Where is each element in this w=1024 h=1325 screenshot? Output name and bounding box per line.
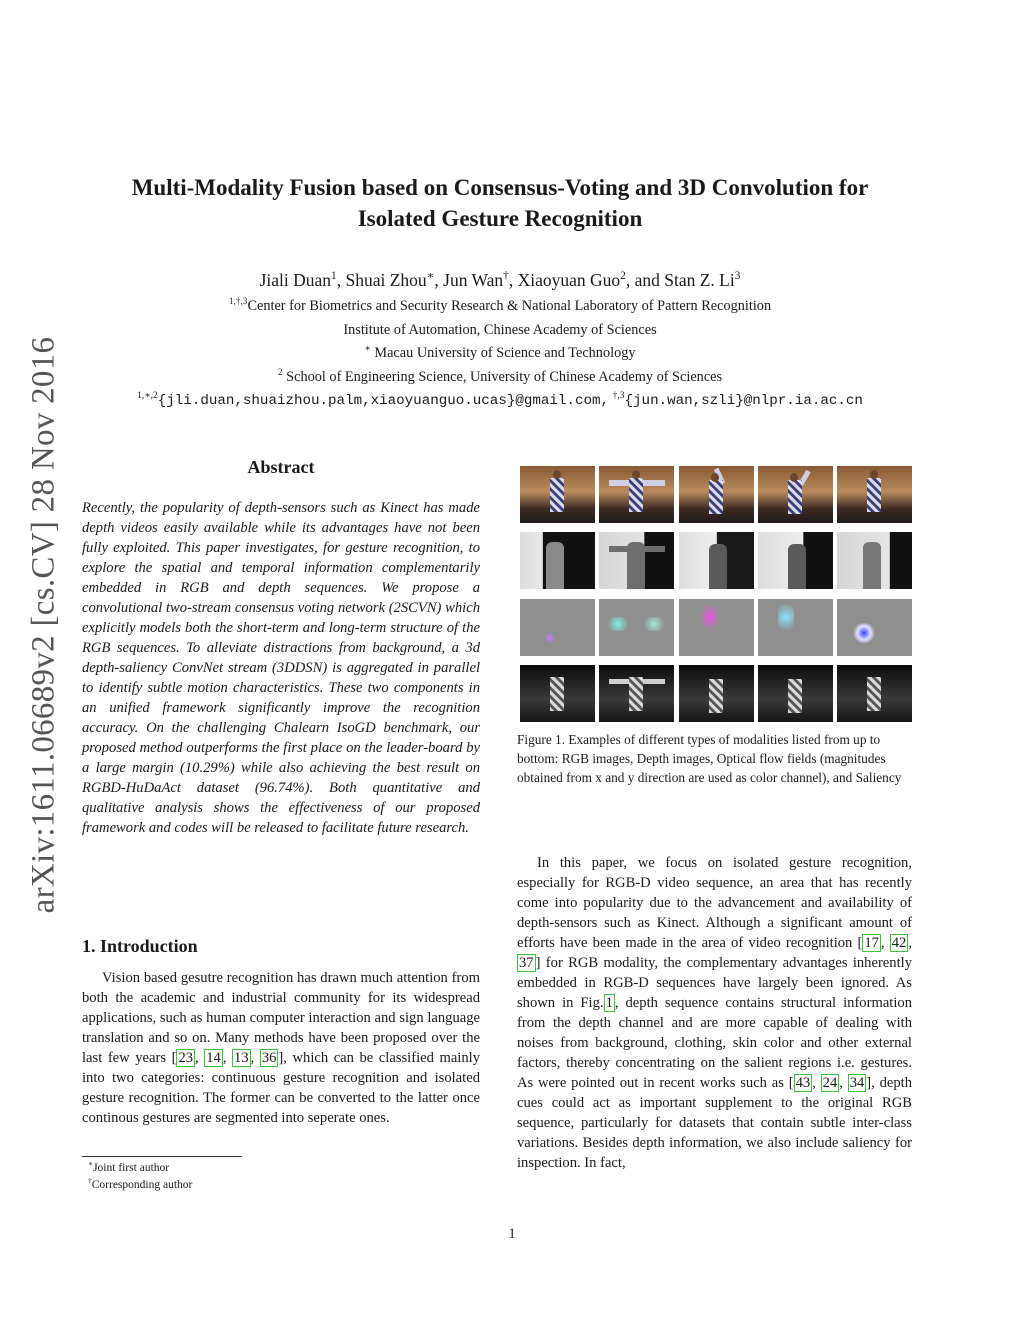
title-line-2: Isolated Gesture Recognition: [357, 206, 643, 231]
affiliation-3-text: School of Engineering Science, University of Chinese Academy of Sciences: [286, 369, 723, 385]
citation-link[interactable]: 13: [234, 1050, 249, 1066]
affiliation-3-sup: 2: [277, 368, 283, 379]
citation-link[interactable]: 14: [206, 1050, 221, 1066]
email-line: [80, 392, 920, 409]
page-number: 1: [508, 1226, 516, 1242]
author-list: Jiali Duan$^1$, Shuai Zhou∗, Jun Wan†, Xiaoyuan Guo$^2$, and Stan Z. Li$^3$: [259, 270, 741, 290]
affiliation-2-text: Macau University of Science and Technology: [374, 345, 636, 361]
citation-link[interactable]: 34: [849, 1075, 865, 1091]
citation-link[interactable]: 37: [519, 955, 534, 971]
affiliation-2: [80, 345, 920, 362]
saliency-thumbnail: [758, 665, 833, 722]
saliency-thumbnail: [679, 665, 754, 722]
affiliation-1-sup: 1,†,3: [228, 297, 248, 308]
email-1: {jli.duan,shuaizhou.palm,xiaoyuanguo.ucas}@gmail.com,: [157, 393, 610, 409]
title-line-1: Multi-Modality Fusion based on Consensus-Voting and 3D Convolution for: [131, 175, 869, 200]
author-3: Jun Wan: [443, 270, 504, 290]
footnote-1-text: Joint first author: [93, 1162, 170, 1174]
optical-flow-thumbnail: [599, 599, 674, 656]
footnote-rule: [82, 1156, 242, 1157]
intro-p2-text-d: ], depth cues could act as important supplement to the original RGB sequence, particularly for datasets that contain subtle inter-class variations. Besides depth information, we also include saliency for inspection. In fact,: [517, 1075, 913, 1171]
footnote-2-sup: †: [88, 1176, 92, 1186]
affiliation-1: [80, 298, 920, 315]
abstract-text: Recently, the popularity of depth-sensors such as Kinect has made depth videos easily available while its advantages have not been fully exploited. This paper investigates, for gesture recognition, to explore the spatial and temporal information complementarily embedded in RGB and depth sequences. We propose a convolutional two-stream consensus voting network (2SCVN) which explicitly models both the short-term and long-term structure of the RGB sequences. To alleviate distractions from background, a 3d depth-saliency ConvNet stream (3DDSN) is aggregated in parallel to identify subtle motion characteristics. These two components in an unified framework significantly improve the recognition accuracy. On the challenging Chalearn IsoGD benchmark, our proposed method outperforms the first place on the leader-board by a large margin (10.29%) while also achieving the best result on RGBD-HuDaAct dataset (96.74%). Both quantitative and qualitative analysis shows the effectiveness of our proposed framework and codes will be released to facilitate future research.: [82, 500, 480, 836]
rgb-frame-thumbnail: [679, 466, 754, 523]
email-2: {jun.wan,szli}@nlpr.ia.ac.cn: [624, 393, 863, 409]
citation-link[interactable]: 42: [891, 935, 907, 951]
arxiv-stamp-text: arXiv:1611.06689v2 [cs.CV] 28 Nov 2016: [25, 336, 62, 914]
footnote-1: [88, 1159, 170, 1174]
author-4: Xiaoyuan Guo: [517, 270, 621, 290]
optical-flow-thumbnail: [679, 599, 754, 656]
intro-p1-text-b: ], which can be classified mainly into two categories: continuous gesture recognition and isolated gesture recognition. The former can be converted to the latter once continous gestures are segmented into seperate ones.: [82, 1050, 481, 1126]
optical-flow-thumbnail: [837, 599, 912, 656]
intro-p2-text-a: In this paper, we focus on isolated gesture recognition, especially for RGB-D video sequence, an area that has recently come into popularity due to the advancement and availability of depth-sensors such as Kinect. Although a significant amount of efforts have been made in the area of video recognition [: [517, 855, 912, 951]
intro-p2-text-c: , depth sequence contains structural information from the depth channel and are more capable of dealing with noises from background, clothing, skin color and other external factors, thereby concentrating on the salient regions i.e. gestures. As were pointed out in recent works such as [: [517, 995, 912, 1091]
saliency-thumbnail: [520, 665, 595, 722]
author-5-sup: 3: [734, 270, 741, 283]
depth-frame-thumbnail: [599, 532, 674, 589]
figure-row-optical-flow: [520, 599, 912, 656]
author-1: Jiali Duan: [259, 270, 332, 290]
rgb-frame-thumbnail: [599, 466, 674, 523]
saliency-thumbnail: [837, 665, 912, 722]
author-4-sup: 2: [620, 270, 626, 283]
citation-link[interactable]: 43: [795, 1075, 811, 1091]
affiliation-1b: [80, 322, 920, 339]
affiliation-3: [80, 369, 920, 386]
depth-frame-thumbnail: [837, 532, 912, 589]
affiliation-2-sup: ∗: [364, 344, 371, 355]
footnote-2-text: Corresponding author: [91, 1179, 193, 1191]
optical-flow-thumbnail: [758, 599, 833, 656]
paper-title: [80, 172, 920, 234]
author-2-sup: ∗: [426, 270, 435, 283]
figure-row-depth: [520, 532, 912, 589]
intro-heading: 1. Introduction: [82, 936, 198, 956]
depth-frame-thumbnail: [520, 532, 595, 589]
footnote-1-sup: ∗: [88, 1159, 94, 1169]
citation-link[interactable]: 23: [178, 1050, 194, 1066]
affiliation-1b-text: Institute of Automation, Chinese Academy of Sciences: [343, 322, 657, 338]
email-1-sup: 1,∗,2: [137, 391, 158, 402]
figure-row-rgb: [520, 466, 912, 523]
figure-1: [520, 466, 912, 718]
saliency-thumbnail: [599, 665, 674, 722]
figure-1-caption: Figure 1. Examples of different types of modalities listed from up to bottom: RGB images, Depth images, Optical flow fields (magnitudes obtained from x and y direction are used as color channel), and Saliency: [517, 732, 902, 785]
figure-row-saliency: [520, 665, 912, 722]
author-2: Shuai Zhou: [345, 270, 427, 290]
citation-link[interactable]: 36: [261, 1050, 277, 1066]
email-2-sup: †,3: [612, 391, 625, 402]
intro-paragraph-2: In this paper, we focus on isolated gesture recognition, especially for RGB-D video sequence, an area that has recently come into popularity due to the advancement and availability of depth-sensors such as Kinect. Although a significant amount of efforts have been made in the area of video recognition [ 17 , 42 , 37 ] for RGB modality, the complementary advantages inherently embedded in RGB-D sequences have largely been ignored. As shown in Fig. 1 , depth sequence contains structural information from the depth channel and are more capable of dealing with noises from background, clothing, skin color and other external factors, thereby concentrating on the salient regions i.e. gestures. As were pointed out in recent works such as [ 43 , 24 , 34 ], depth cues could act as important supplement to the original RGB sequence, particularly for datasets that contain subtle inter-class variations. Besides depth information, we also include saliency for inspection. In fact,: [517, 855, 913, 1171]
author-3-sup: †: [503, 270, 509, 283]
optical-flow-thumbnail: [520, 599, 595, 656]
citation-link[interactable]: 24: [822, 1075, 838, 1091]
intro-p1-text-a: Vision based gesutre recognition has drawn much attention from both the academic and industrial community for its widespread applications, such as human computer interaction and sign language translation and so on. Many methods have been proposed over the last few years [: [82, 970, 480, 1066]
author-5: and Stan Z. Li: [634, 270, 735, 290]
rgb-frame-thumbnail: [520, 466, 595, 523]
intro-paragraph-1: Vision based gesutre recognition has drawn much attention from both the academic and industrial community for its widespread applications, such as human computer interaction and sign language translation and so on. Many methods have been proposed over the last few years [ 23 , 14 , 13 , 36 ], which can be classified mainly into two categories: continuous gesture recognition and isolated gesture recognition. The former can be converted to the latter once continous gestures are segmented into seperate ones.: [82, 970, 481, 1126]
citation-link[interactable]: 17: [864, 935, 879, 951]
footnote-2: [88, 1176, 193, 1191]
intro-p2-text-b: ] for RGB modality, the complementary advantages inherently embedded in RGB-D sequences have largely been ignored. As shown in Fig.: [517, 955, 912, 1011]
depth-frame-thumbnail: [679, 532, 754, 589]
author-1-sup: 1: [331, 270, 337, 283]
figure-ref-link[interactable]: 1: [605, 995, 613, 1011]
arxiv-stamp: [14, 250, 74, 1000]
affiliation-1-text: Center for Biometrics and Security Research & National Laboratory of Pattern Recognition: [247, 298, 772, 314]
depth-frame-thumbnail: [758, 532, 833, 589]
rgb-frame-thumbnail: [837, 466, 912, 523]
rgb-frame-thumbnail: [758, 466, 833, 523]
abstract-heading: Abstract: [247, 457, 315, 477]
